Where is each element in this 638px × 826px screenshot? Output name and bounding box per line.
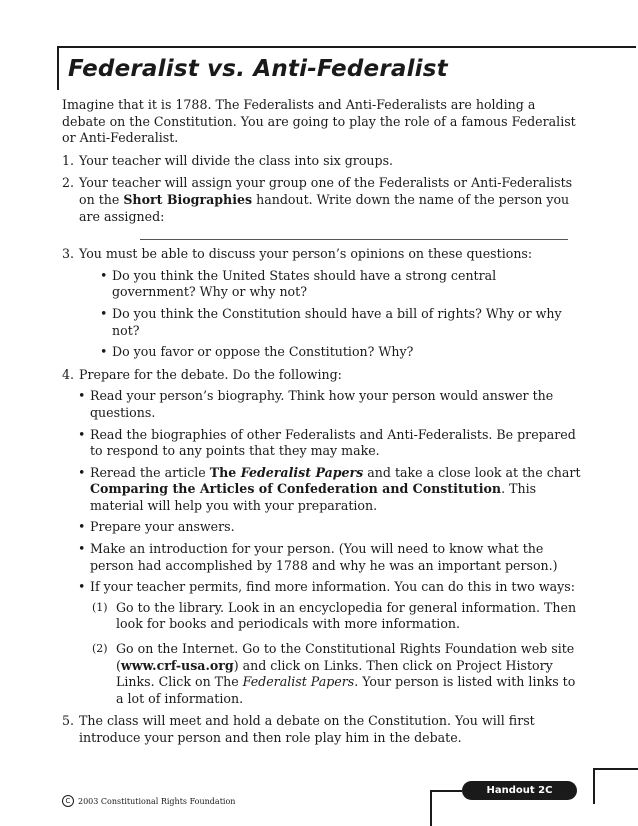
bullet-text: Read the biographies of other Federalists and Anti-Federalists. Be prepared to respond to any points that they may make. — [90, 426, 576, 459]
text-run: and take a close look at the chart — [363, 464, 581, 480]
page-title: Federalist vs. Anti-Federalist — [68, 56, 448, 82]
bullet-glyph: • — [100, 267, 108, 283]
italic-title: Federalist Papers — [242, 674, 355, 690]
assigned-name-blank-line[interactable] — [140, 239, 568, 240]
prep-bullet-1 — [78, 388, 582, 421]
bullet-glyph: • — [78, 426, 86, 442]
bullet-glyph: • — [78, 464, 86, 480]
question-bullet-1 — [100, 268, 582, 301]
bold-text: Short Biographies — [123, 191, 253, 207]
bullet-glyph: • — [78, 388, 86, 404]
bullet-glyph: • — [100, 305, 108, 321]
footer-rule — [593, 768, 638, 770]
text-run: ) and click on Links. Then click on Project History Links. Click on The — [116, 657, 553, 690]
bullet-glyph: • — [78, 541, 86, 557]
intro-paragraph: Imagine that it is 1788. The Federalists and Anti-Federalists are holding a debate on the Constitution. You are going to play the role of a famous Federalist or Anti-Federalist. — [62, 97, 576, 146]
text-run: Go on the Internet. Go to the Constitutional Rights Foundation web site ( — [116, 641, 575, 673]
step-text: The class will meet and hold a debate on the Constitution. You will first introduce your person and then role play him in the debate. — [79, 713, 535, 745]
document-body — [62, 97, 582, 753]
bullet-text — [90, 465, 582, 515]
step-3 — [62, 246, 582, 263]
step-text: Your teacher will divide the class into six groups. — [79, 152, 394, 168]
bullet-text: Do you favor or oppose the Constitution? Why? — [112, 344, 414, 360]
website-link[interactable]: www.crf-usa.org — [120, 657, 234, 673]
text-run: The — [209, 464, 241, 480]
prep-bullet-2 — [78, 427, 582, 460]
sub-item-number: (1) — [92, 600, 108, 614]
step-1 — [62, 153, 582, 170]
footer-rule — [430, 790, 432, 826]
step-2 — [62, 175, 582, 225]
sub-item-text: Go to the library. Look in an encyclopedia for general information. Then look for books and periodicals with more information. — [116, 599, 577, 632]
sub-item-1 — [92, 600, 582, 633]
step-number: 5. — [62, 713, 75, 729]
bullet-glyph: • — [100, 344, 108, 360]
prep-bullet-5 — [78, 541, 582, 574]
prep-bullet-6 — [78, 579, 582, 596]
prep-bullet-4 — [78, 519, 582, 536]
step-5 — [62, 713, 582, 746]
sub-item-text — [116, 641, 582, 707]
sub-item-number: (2) — [92, 642, 108, 656]
step-4 — [62, 367, 582, 384]
bullet-text: Do you think the Constitution should have a bill of rights? Why or why not? — [112, 305, 562, 338]
footer-rule — [593, 768, 595, 804]
step-number: 2. — [62, 175, 75, 191]
copyright-notice — [62, 795, 235, 807]
step-text: Prepare for the debate. Do the following: — [79, 366, 342, 382]
bullet-text: Prepare your answers. — [90, 519, 235, 535]
text-run: . Your person is listed with links to a lot of information. — [116, 674, 576, 706]
step-number: 4. — [62, 366, 75, 382]
text-run: Reread the article — [90, 464, 210, 480]
step-text — [79, 175, 582, 225]
step-number: 3. — [62, 246, 75, 262]
text-run: Your teacher will assign your group one of the Federalists or Anti-Federalists on the — [79, 175, 573, 207]
italic-title: Federalist Papers — [240, 464, 364, 480]
copyright-text: 2003 Constitutional Rights Foundation — [78, 796, 236, 806]
bold-text: Comparing the Articles of Confederation and Constitution — [90, 481, 502, 497]
prep-bullet-3 — [78, 465, 582, 515]
text-run: . This material will help you with your preparation. — [90, 481, 537, 513]
footer-rule — [430, 790, 462, 792]
bullet-text: Read your person’s biography. Think how your person would answer the questions. — [90, 388, 554, 420]
bullet-text: Do you think the United States should have a strong central government? Why or why not? — [112, 267, 497, 300]
text-run: handout. Write down the name of the person you are assigned: — [79, 191, 570, 224]
header-rule — [57, 46, 636, 48]
copyright-icon: C — [62, 795, 74, 807]
bullet-text: If your teacher permits, find more information. You can do this in two ways: — [90, 579, 575, 595]
handout-badge: Handout 2C — [462, 781, 577, 800]
bullet-glyph: • — [78, 579, 86, 595]
step-number: 1. — [62, 152, 75, 168]
step-text: You must be able to discuss your person’s opinions on these questions: — [79, 246, 533, 262]
header-side-rule — [57, 46, 59, 90]
bullet-glyph: • — [78, 519, 86, 535]
bold-text — [210, 465, 364, 480]
question-bullet-3 — [100, 344, 582, 361]
question-bullet-2 — [100, 306, 582, 339]
sub-item-2 — [92, 641, 582, 707]
bullet-text: Make an introduction for your person. (You will need to know what the person had accomplished by 1788 and why he was an important person.) — [90, 541, 558, 573]
